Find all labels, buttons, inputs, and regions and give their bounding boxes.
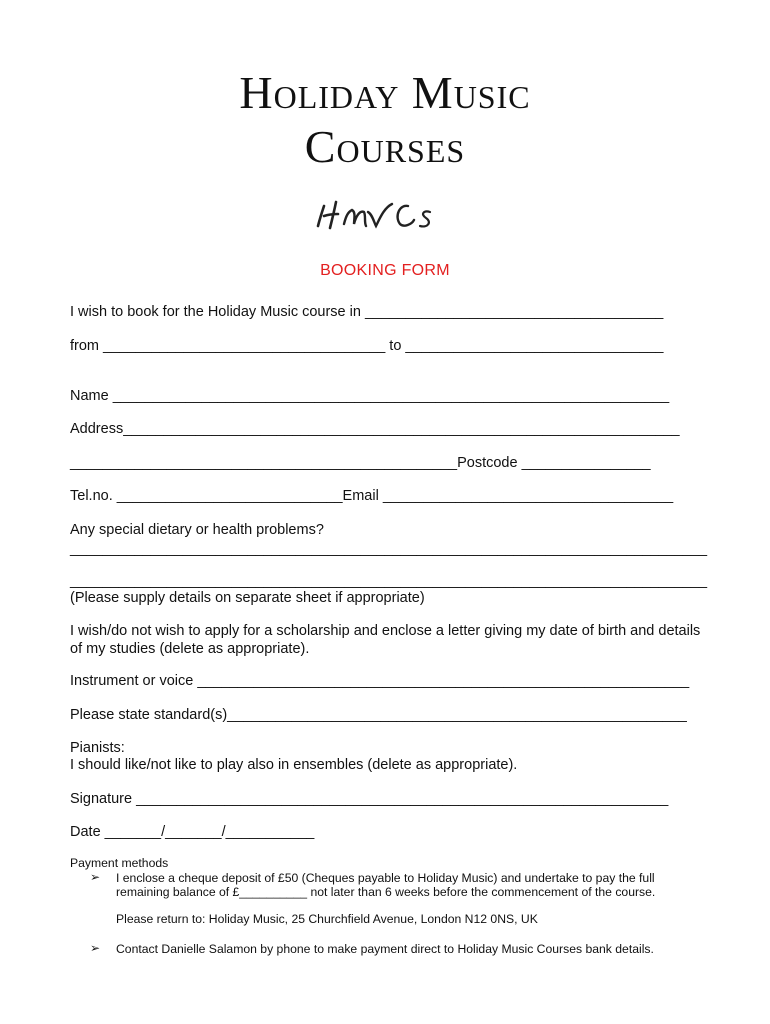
instrument-field[interactable]: Instrument or voice _____________________________________________________________: [70, 673, 690, 689]
date-field[interactable]: Date _______/_______/___________: [70, 824, 315, 840]
signature-field[interactable]: Signature __________________________________________________________________: [70, 791, 669, 807]
return-address: Please return to: Holiday Music, 25 Churchfield Avenue, London N12 0NS, UK: [116, 912, 538, 926]
payment-option-cheque-line-1: I enclose a cheque deposit of £50 (Cheques payable to Holiday Music) and undertake to pay the full: [116, 871, 655, 885]
postcode-field[interactable]: ________________________________________________Postcode ________________: [70, 455, 651, 471]
page-title-line-1: Holiday Music: [239, 67, 531, 118]
hmcs-logo: [308, 192, 458, 240]
pianists-label: Pianists:: [70, 740, 125, 756]
dietary-question: Any special dietary or health problems?: [70, 522, 324, 538]
bullet-arrow-icon: ➢: [90, 870, 101, 884]
date-range-field[interactable]: from ___________________________________ to ________________________________: [70, 338, 664, 354]
dietary-answer-line-2[interactable]: _______________________________________________________________________________: [70, 573, 708, 589]
tel-email-field[interactable]: Tel.no. ____________________________Email ____________________________________: [70, 488, 674, 504]
name-field[interactable]: Name _____________________________________________________________________: [70, 388, 670, 404]
payment-methods-title: Payment methods: [70, 856, 169, 870]
bullet-arrow-icon: ➢: [90, 941, 101, 955]
payment-option-bank-transfer: Contact Danielle Salamon by phone to make payment direct to Holiday Music Courses bank details.: [116, 942, 654, 956]
scholarship-text: I wish/do not wish to apply for a scholarship and enclose a letter giving my date of birth and details of my studies (delete as appropriate).: [70, 623, 701, 657]
dietary-note: (Please supply details on separate sheet if appropriate): [70, 590, 425, 606]
page-title-line-2: Courses: [304, 121, 466, 172]
booking-form-heading: BOOKING FORM: [320, 262, 450, 279]
payment-option-cheque-line-2[interactable]: remaining balance of £__________ not later than 6 weeks before the commencement of the course.: [116, 885, 656, 899]
course-field[interactable]: I wish to book for the Holiday Music course in _____________________________________: [70, 304, 664, 320]
standard-field[interactable]: Please state standard(s)_________________________________________________________: [70, 707, 687, 723]
address-field[interactable]: Address_____________________________________________________________________: [70, 421, 680, 437]
ensembles-text: I should like/not like to play also in ensembles (delete as appropriate).: [70, 757, 518, 773]
dietary-answer-line-1[interactable]: _______________________________________________________________________________: [70, 541, 708, 557]
